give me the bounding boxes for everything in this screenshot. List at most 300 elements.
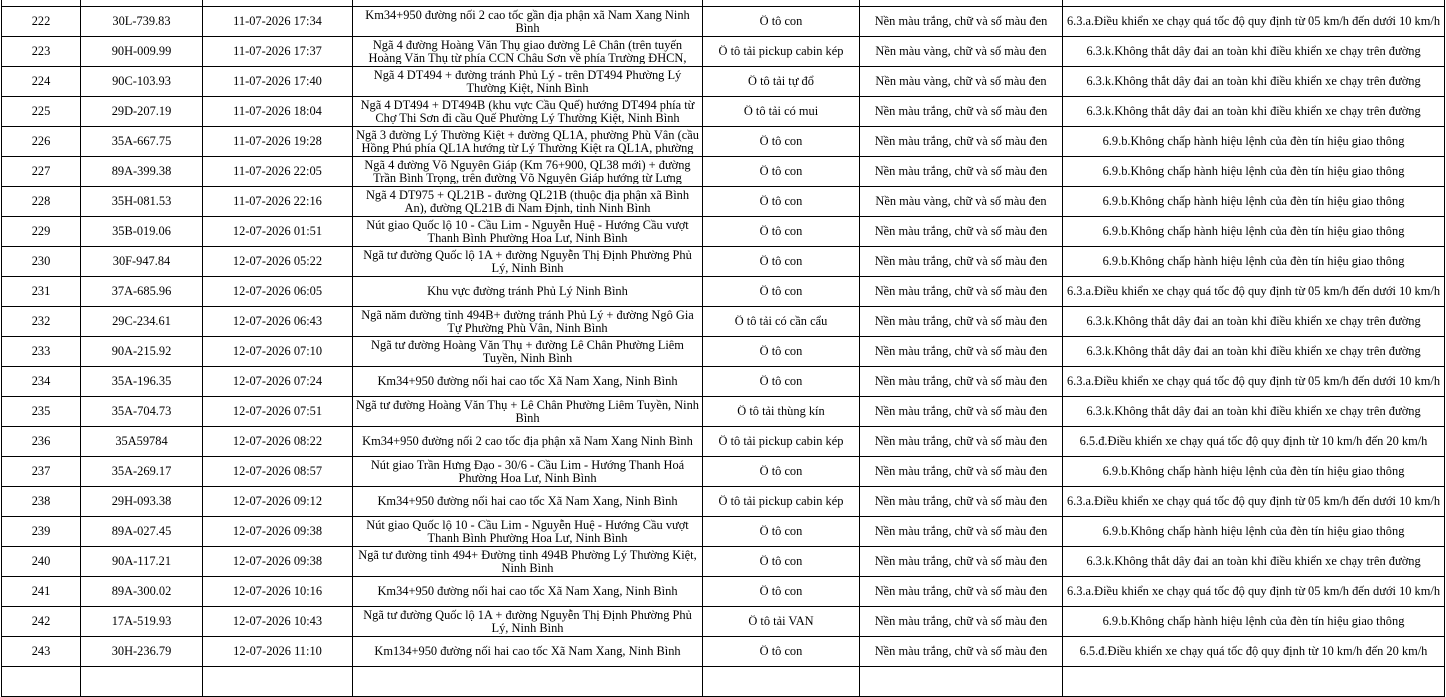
table-row: [2, 247, 1445, 277]
violation-cell-text: 6.9.b.Không chấp hành hiệu lệnh của đèn tín hiệu giao thông: [1102, 195, 1405, 208]
plate-color-cell-text: Nền màu trắng, chữ và số màu đen: [874, 435, 1048, 448]
violation-cell: [1063, 517, 1445, 547]
violation-time-cell: [203, 307, 353, 337]
license-plate-cell-text: 30L-739.83: [112, 15, 171, 28]
violation-cell-text: 6.9.b.Không chấp hành hiệu lệnh của đèn tín hiệu giao thông: [1102, 135, 1405, 148]
location-cell: [353, 457, 703, 487]
violation-cell: [1063, 577, 1445, 607]
location-cell-text: Ngã 4 DT494 + DT494B (khu vực Cầu Quế) hướng DT494 phía từ Chợ Thi Sơn đi cầu Quế Phường Lý Thường Kiệt, Ninh Bình: [360, 99, 695, 124]
location-cell-text: Nút giao Quốc lộ 10 - Cầu Lim - Nguyễn Huệ - Hướng Cầu vượt Thanh Bình Phường Hoa Lư, Ninh Bình: [366, 519, 689, 544]
vehicle-type-cell-text: Ô tô tải pickup cabin kép: [718, 435, 844, 448]
location-cell: [353, 577, 703, 607]
plate-color-cell: [860, 157, 1063, 187]
vehicle-type-cell: [703, 457, 860, 487]
violation-cell: [1063, 217, 1445, 247]
vehicle-type-cell-text: Ô tô con: [759, 285, 803, 298]
row-number-cell: [2, 487, 81, 517]
violation-time-cell: [203, 337, 353, 367]
violation-cell-text: 6.3.k.Không thắt dây đai an toàn khi điều khiển xe chạy trên đường: [1086, 105, 1421, 118]
plate-color-cell: [860, 277, 1063, 307]
vehicle-type-cell: [703, 157, 860, 187]
license-plate-cell-text: 89A-399.38: [111, 165, 172, 178]
violation-cell: [1063, 67, 1445, 97]
plate-color-cell-text: Nền màu vàng, chữ và số màu đen: [875, 45, 1047, 58]
plate-color-cell: [860, 607, 1063, 637]
license-plate-cell-text: 35A-196.35: [111, 375, 172, 388]
license-plate-cell: [81, 247, 203, 277]
violation-cell: [1063, 127, 1445, 157]
violation-cell-text: 6.3.a.Điều khiển xe chạy quá tốc độ quy định từ 05 km/h đến dưới 10 km/h: [1066, 375, 1441, 388]
violations-table: [1, 0, 1445, 697]
location-cell: [353, 427, 703, 457]
row-number-cell: [2, 127, 81, 157]
violation-time-cell: [203, 397, 353, 427]
vehicle-type-cell-text: Ô tô tải VAN: [748, 615, 814, 628]
license-plate-cell: [81, 457, 203, 487]
license-plate-cell-text: 29H-093.38: [111, 495, 172, 508]
violation-cell: [1063, 277, 1445, 307]
plate-color-cell-text: Nền màu trắng, chữ và số màu đen: [874, 225, 1048, 238]
vehicle-type-cell: [703, 307, 860, 337]
vehicle-type-cell-text: Ô tô con: [759, 525, 803, 538]
license-plate-cell-text: 37A-685.96: [111, 285, 172, 298]
row-number-cell: [2, 67, 81, 97]
license-plate-cell: [81, 157, 203, 187]
table-row: [2, 427, 1445, 457]
license-plate-cell: [81, 547, 203, 577]
row-number-cell-text: 227: [31, 165, 51, 178]
table-row: [2, 637, 1445, 667]
violation-time-cell: [203, 127, 353, 157]
violation-cell-text: 6.9.b.Không chấp hành hiệu lệnh của đèn tín hiệu giao thông: [1102, 165, 1405, 178]
license-plate-cell-text: 90A-215.92: [111, 345, 172, 358]
table-row: [2, 7, 1445, 37]
vehicle-type-cell-text: Ô tô con: [759, 465, 803, 478]
violation-time-cell-text: 12-07-2026 06:43: [232, 315, 323, 328]
vehicle-type-cell-text: Ô tô con: [759, 15, 803, 28]
row-number-cell: [2, 457, 81, 487]
row-number-cell: [2, 517, 81, 547]
row-number-cell-text: 224: [31, 75, 51, 88]
violation-time-cell: [203, 667, 353, 697]
vehicle-type-cell: [703, 607, 860, 637]
violation-cell: [1063, 427, 1445, 457]
violation-time-cell-text: 12-07-2026 09:38: [232, 525, 323, 538]
violation-time-cell: [203, 157, 353, 187]
location-cell: [353, 517, 703, 547]
row-number-cell: [2, 607, 81, 637]
row-number-cell: [2, 547, 81, 577]
violation-cell-text: 6.3.a.Điều khiển xe chạy quá tốc độ quy định từ 05 km/h đến dưới 10 km/h: [1066, 495, 1441, 508]
violation-time-cell-text: 12-07-2026 07:51: [232, 405, 323, 418]
location-cell: [353, 337, 703, 367]
location-cell-text: Khu vực đường tránh Phủ Lý Ninh Bình: [427, 285, 628, 298]
table-row: [2, 307, 1445, 337]
row-number-cell: [2, 157, 81, 187]
violations-sheet: [1, 0, 1445, 697]
violation-time-cell-text: 11-07-2026 17:37: [233, 45, 322, 58]
vehicle-type-cell: [703, 187, 860, 217]
violation-cell-text: 6.3.a.Điều khiển xe chạy quá tốc độ quy định từ 05 km/h đến dưới 10 km/h: [1066, 285, 1441, 298]
violation-cell: [1063, 397, 1445, 427]
row-number-cell-text: 222: [31, 15, 51, 28]
row-number-cell: [2, 667, 81, 697]
plate-color-cell: [860, 307, 1063, 337]
plate-color-cell: [860, 337, 1063, 367]
license-plate-cell: [81, 67, 203, 97]
location-cell-text: Km34+950 đường nối hai cao tốc Xã Nam Xang, Ninh Bình: [377, 495, 678, 508]
plate-color-cell-text: Nền màu trắng, chữ và số màu đen: [874, 135, 1048, 148]
row-number-cell: [2, 397, 81, 427]
license-plate-cell-text: 35A59784: [115, 435, 168, 448]
table-row: [2, 577, 1445, 607]
row-number-cell-text: 229: [31, 225, 51, 238]
plate-color-cell-text: Nền màu trắng, chữ và số màu đen: [874, 345, 1048, 358]
plate-color-cell: [860, 247, 1063, 277]
vehicle-type-cell-text: Ô tô tải pickup cabin kép: [718, 45, 844, 58]
location-cell-text: Ngã năm đường tỉnh 494B+ đường tránh Phủ Lý + đường Ngô Gia Tự Phường Phù Vân, Ninh Bình: [361, 309, 694, 334]
license-plate-cell: [81, 337, 203, 367]
plate-color-cell-text: Nền màu trắng, chữ và số màu đen: [874, 15, 1048, 28]
plate-color-cell: [860, 97, 1063, 127]
row-number-cell-text: 232: [31, 315, 51, 328]
table-row: [2, 667, 1445, 697]
violation-time-cell-text: 12-07-2026 10:16: [232, 585, 323, 598]
license-plate-cell-text: 89A-300.02: [111, 585, 172, 598]
plate-color-cell-text: Nền màu trắng, chữ và số màu đen: [874, 165, 1048, 178]
row-number-cell: [2, 217, 81, 247]
vehicle-type-cell: [703, 427, 860, 457]
license-plate-cell-text: 90H-009.99: [111, 45, 172, 58]
vehicle-type-cell-text: Ô tô con: [759, 165, 803, 178]
plate-color-cell: [860, 667, 1063, 697]
row-number-cell-text: 238: [31, 495, 51, 508]
table-row: [2, 337, 1445, 367]
violation-cell-text: 6.3.k.Không thắt dây đai an toàn khi điều khiển xe chạy trên đường: [1086, 345, 1421, 358]
violation-time-cell-text: 12-07-2026 08:57: [232, 465, 323, 478]
violation-time-cell-text: 12-07-2026 01:51: [232, 225, 323, 238]
license-plate-cell: [81, 127, 203, 157]
location-cell: [353, 187, 703, 217]
violation-time-cell: [203, 97, 353, 127]
location-cell: [353, 7, 703, 37]
table-row: [2, 277, 1445, 307]
vehicle-type-cell-text: Ô tô con: [759, 375, 803, 388]
vehicle-type-cell: [703, 517, 860, 547]
table-row: [2, 397, 1445, 427]
license-plate-cell-text: 90A-117.21: [111, 555, 172, 568]
plate-color-cell-text: Nền màu trắng, chữ và số màu đen: [874, 285, 1048, 298]
violation-time-cell-text: 12-07-2026 07:10: [232, 345, 323, 358]
violation-time-cell: [203, 367, 353, 397]
vehicle-type-cell: [703, 247, 860, 277]
vehicle-type-cell-text: Ô tô tải có mui: [743, 105, 819, 118]
plate-color-cell: [860, 7, 1063, 37]
license-plate-cell-text: 29C-234.61: [112, 315, 171, 328]
plate-color-cell-text: Nền màu trắng, chữ và số màu đen: [874, 645, 1048, 658]
violation-cell: [1063, 607, 1445, 637]
violation-cell-text: 6.3.k.Không thắt dây đai an toàn khi điều khiển xe chạy trên đường: [1086, 315, 1421, 328]
plate-color-cell: [860, 547, 1063, 577]
row-number-cell: [2, 7, 81, 37]
location-cell-text: Ngã 3 đường Lý Thường Kiệt + đường QL1A, phường Phù Vân (cầu Hồng Phú phía QL1A hướng từ Lý Thường Kiệt ra QL1A, phường: [356, 129, 699, 154]
violation-time-cell: [203, 427, 353, 457]
location-cell-text: Ngã tư đường Hoàng Văn Thụ + Lê Chân Phường Liêm Tuyền, Ninh Bình: [356, 399, 699, 424]
license-plate-cell-text: 17A-519.93: [111, 615, 172, 628]
vehicle-type-cell-text: Ô tô con: [759, 645, 803, 658]
license-plate-cell: [81, 667, 203, 697]
violation-time-cell: [203, 187, 353, 217]
violation-time-cell: [203, 7, 353, 37]
location-cell-text: Nút giao Quốc lộ 10 - Cầu Lim - Nguyễn Huệ - Hướng Cầu vượt Thanh Bình Phường Hoa Lư, Ninh Bình: [366, 219, 689, 244]
location-cell: [353, 307, 703, 337]
license-plate-cell: [81, 577, 203, 607]
vehicle-type-cell: [703, 277, 860, 307]
row-number-cell-text: 233: [31, 345, 51, 358]
violation-cell-text: 6.9.b.Không chấp hành hiệu lệnh của đèn tín hiệu giao thông: [1102, 225, 1405, 238]
location-cell-text: Ngã 4 đường Hoàng Văn Thụ giao đường Lê Chân (trên tuyến Hoàng Văn Thụ từ phía CCN Châu Sơn về phía Trường ĐHCN,: [368, 39, 687, 64]
violation-time-cell-text: 11-07-2026 19:28: [233, 135, 322, 148]
violation-time-cell: [203, 607, 353, 637]
location-cell-text: Km134+950 đường nối hai cao tốc Xã Nam Xang, Ninh Bình: [374, 645, 681, 658]
violation-cell: [1063, 247, 1445, 277]
row-number-cell-text: 236: [31, 435, 51, 448]
vehicle-type-cell: [703, 337, 860, 367]
table-row: [2, 127, 1445, 157]
plate-color-cell: [860, 637, 1063, 667]
plate-color-cell: [860, 427, 1063, 457]
plate-color-cell-text: Nền màu trắng, chữ và số màu đen: [874, 315, 1048, 328]
location-cell-text: Km34+950 đường nối hai cao tốc Xã Nam Xang, Ninh Bình: [377, 375, 678, 388]
location-cell-text: Ngã 4 DT494 + đường tránh Phủ Lý - trên DT494 Phường Lý Thường Kiệt, Ninh Bình: [373, 69, 682, 94]
license-plate-cell: [81, 307, 203, 337]
violation-time-cell: [203, 577, 353, 607]
plate-color-cell-text: Nền màu vàng, chữ và số màu đen: [875, 195, 1047, 208]
license-plate-cell-text: 35A-667.75: [111, 135, 172, 148]
violation-cell-text: 6.9.b.Không chấp hành hiệu lệnh của đèn tín hiệu giao thông: [1102, 255, 1405, 268]
violation-time-cell-text: 11-07-2026 22:16: [233, 195, 322, 208]
vehicle-type-cell: [703, 7, 860, 37]
row-number-cell-text: 237: [31, 465, 51, 478]
row-number-cell-text: 231: [31, 285, 51, 298]
violation-cell: [1063, 547, 1445, 577]
violation-time-cell-text: 12-07-2026 11:10: [233, 645, 322, 658]
license-plate-cell: [81, 187, 203, 217]
row-number-cell: [2, 247, 81, 277]
plate-color-cell-text: Nền màu trắng, chữ và số màu đen: [874, 615, 1048, 628]
violation-cell: [1063, 187, 1445, 217]
license-plate-cell: [81, 487, 203, 517]
location-cell: [353, 217, 703, 247]
row-number-cell: [2, 277, 81, 307]
location-cell: [353, 397, 703, 427]
plate-color-cell-text: Nền màu vàng, chữ và số màu đen: [875, 75, 1047, 88]
vehicle-type-cell: [703, 577, 860, 607]
plate-color-cell: [860, 367, 1063, 397]
row-number-cell-text: 234: [31, 375, 51, 388]
location-cell: [353, 97, 703, 127]
plate-color-cell-text: Nền màu trắng, chữ và số màu đen: [874, 405, 1048, 418]
location-cell-text: Ngã tư đường Hoàng Văn Thụ + đường Lê Chân Phường Liêm Tuyền, Ninh Bình: [371, 339, 684, 364]
location-cell-text: Ngã 4 đường Võ Nguyên Giáp (Km 76+900, QL38 mới) + đường Trần Bình Trọng, trên đường Võ Nguyên Giáp hướng từ Lưng: [364, 159, 691, 184]
vehicle-type-cell-text: Ô tô con: [759, 255, 803, 268]
location-cell: [353, 127, 703, 157]
table-row: [2, 67, 1445, 97]
plate-color-cell-text: Nền màu trắng, chữ và số màu đen: [874, 555, 1048, 568]
violation-cell: [1063, 457, 1445, 487]
plate-color-cell-text: Nền màu trắng, chữ và số màu đen: [874, 255, 1048, 268]
table-row: [2, 97, 1445, 127]
vehicle-type-cell: [703, 367, 860, 397]
violation-time-cell-text: 11-07-2026 22:05: [233, 165, 322, 178]
row-number-cell-text: 240: [31, 555, 51, 568]
location-cell: [353, 367, 703, 397]
row-number-cell-text: 225: [31, 105, 51, 118]
row-number-cell-text: 241: [31, 585, 51, 598]
vehicle-type-cell: [703, 667, 860, 697]
row-number-cell-text: 239: [31, 525, 51, 538]
violation-time-cell: [203, 547, 353, 577]
location-cell-text: Km34+950 đường nối 2 cao tốc địa phận xã Nam Xang Ninh Bình: [362, 435, 693, 448]
violation-time-cell-text: 12-07-2026 09:12: [232, 495, 323, 508]
violation-time-cell: [203, 67, 353, 97]
location-cell-text: Ngã 4 DT975 + QL21B - đường QL21B (thuộc địa phận xã Bình An), đường QL21B đi Nam Định, tỉnh Ninh Bình: [365, 189, 690, 214]
license-plate-cell-text: 30F-947.84: [112, 255, 171, 268]
plate-color-cell-text: Nền màu trắng, chữ và số màu đen: [874, 525, 1048, 538]
table-row: [2, 187, 1445, 217]
violation-time-cell-text: 12-07-2026 05:22: [232, 255, 323, 268]
violation-cell: [1063, 667, 1445, 697]
plate-color-cell: [860, 37, 1063, 67]
violation-cell-text: 6.3.k.Không thắt dây đai an toàn khi điều khiển xe chạy trên đường: [1086, 75, 1421, 88]
violation-cell-text: 6.3.a.Điều khiển xe chạy quá tốc độ quy định từ 05 km/h đến dưới 10 km/h: [1066, 15, 1441, 28]
violation-cell: [1063, 97, 1445, 127]
license-plate-cell-text: 89A-027.45: [111, 525, 172, 538]
table-row: [2, 487, 1445, 517]
vehicle-type-cell-text: Ô tô con: [759, 135, 803, 148]
table-row: [2, 607, 1445, 637]
plate-color-cell: [860, 127, 1063, 157]
license-plate-cell-text: 35A-704.73: [111, 405, 172, 418]
vehicle-type-cell-text: Ô tô con: [759, 345, 803, 358]
plate-color-cell: [860, 217, 1063, 247]
license-plate-cell: [81, 97, 203, 127]
plate-color-cell: [860, 487, 1063, 517]
row-number-cell: [2, 337, 81, 367]
location-cell: [353, 547, 703, 577]
violation-cell: [1063, 487, 1445, 517]
table-row: [2, 367, 1445, 397]
violation-cell: [1063, 337, 1445, 367]
license-plate-cell: [81, 277, 203, 307]
vehicle-type-cell: [703, 637, 860, 667]
row-number-cell: [2, 367, 81, 397]
violation-time-cell-text: 11-07-2026 18:04: [233, 105, 322, 118]
plate-color-cell-text: Nền màu trắng, chữ và số màu đen: [874, 105, 1048, 118]
plate-color-cell: [860, 457, 1063, 487]
location-cell: [353, 37, 703, 67]
plate-color-cell: [860, 67, 1063, 97]
location-cell: [353, 247, 703, 277]
location-cell-text: Ngã tư đường Quốc lộ 1A + đường Nguyễn Thị Định Phường Phủ Lý, Ninh Bình: [363, 609, 692, 634]
table-row: [2, 547, 1445, 577]
row-number-cell-text: 242: [31, 615, 51, 628]
violation-time-cell-text: 12-07-2026 07:24: [232, 375, 323, 388]
plate-color-cell: [860, 517, 1063, 547]
row-number-cell: [2, 577, 81, 607]
violation-cell-text: 6.3.k.Không thắt dây đai an toàn khi điều khiển xe chạy trên đường: [1086, 45, 1421, 58]
vehicle-type-cell-text: Ô tô tải thùng kín: [737, 405, 825, 418]
plate-color-cell-text: Nền màu trắng, chữ và số màu đen: [874, 465, 1048, 478]
violation-cell-text: 6.9.b.Không chấp hành hiệu lệnh của đèn tín hiệu giao thông: [1102, 615, 1405, 628]
vehicle-type-cell: [703, 97, 860, 127]
location-cell: [353, 637, 703, 667]
table-row: [2, 37, 1445, 67]
violation-time-cell: [203, 277, 353, 307]
violation-cell-text: 6.3.k.Không thắt dây đai an toàn khi điều khiển xe chạy trên đường: [1086, 555, 1421, 568]
violation-cell-text: 6.5.đ.Điều khiển xe chạy quá tốc độ quy định từ 10 km/h đến 20 km/h: [1079, 645, 1428, 658]
table-row: [2, 157, 1445, 187]
row-number-cell-text: 226: [31, 135, 51, 148]
violation-cell-text: 6.9.b.Không chấp hành hiệu lệnh của đèn tín hiệu giao thông: [1102, 525, 1405, 538]
plate-color-cell-text: Nền màu trắng, chữ và số màu đen: [874, 585, 1048, 598]
violation-time-cell: [203, 457, 353, 487]
row-number-cell: [2, 637, 81, 667]
row-number-cell: [2, 187, 81, 217]
license-plate-cell: [81, 607, 203, 637]
row-number-cell-text: 243: [31, 645, 51, 658]
location-cell: [353, 67, 703, 97]
vehicle-type-cell: [703, 37, 860, 67]
plate-color-cell: [860, 187, 1063, 217]
location-cell-text: Ngã tư đường Quốc lộ 1A + đường Nguyễn Thị Định Phường Phủ Lý, Ninh Bình: [363, 249, 692, 274]
violation-cell: [1063, 7, 1445, 37]
license-plate-cell: [81, 7, 203, 37]
violation-time-cell-text: 11-07-2026 17:34: [233, 15, 322, 28]
violation-time-cell: [203, 217, 353, 247]
table-row: [2, 517, 1445, 547]
violation-cell: [1063, 157, 1445, 187]
vehicle-type-cell-text: Ô tô con: [759, 225, 803, 238]
table-row: [2, 217, 1445, 247]
license-plate-cell-text: 35H-081.53: [111, 195, 172, 208]
violation-cell: [1063, 637, 1445, 667]
location-cell: [353, 487, 703, 517]
location-cell-text: Ngã tư đường tỉnh 494+ Đường tỉnh 494B Phường Lý Thường Kiệt, Ninh Bình: [358, 549, 697, 574]
violation-time-cell-text: 12-07-2026 08:22: [232, 435, 323, 448]
row-number-cell-text: 235: [31, 405, 51, 418]
violation-time-cell: [203, 37, 353, 67]
plate-color-cell: [860, 577, 1063, 607]
location-cell: [353, 277, 703, 307]
violation-cell-text: 6.9.b.Không chấp hành hiệu lệnh của đèn tín hiệu giao thông: [1102, 465, 1405, 478]
vehicle-type-cell: [703, 217, 860, 247]
vehicle-type-cell: [703, 547, 860, 577]
plate-color-cell-text: Nền màu trắng, chữ và số màu đen: [874, 375, 1048, 388]
plate-color-cell-text: Nền màu trắng, chữ và số màu đen: [874, 495, 1048, 508]
vehicle-type-cell: [703, 67, 860, 97]
vehicle-type-cell-text: Ô tô tải tự đổ: [748, 75, 814, 88]
violation-time-cell-text: 11-07-2026 17:40: [233, 75, 322, 88]
license-plate-cell-text: 35B-019.06: [112, 225, 171, 238]
row-number-cell-text: 223: [31, 45, 51, 58]
license-plate-cell-text: 90C-103.93: [112, 75, 171, 88]
table-row: [2, 457, 1445, 487]
license-plate-cell: [81, 637, 203, 667]
row-number-cell-text: 230: [31, 255, 51, 268]
violation-time-cell-text: 12-07-2026 09:38: [232, 555, 323, 568]
violation-time-cell-text: 12-07-2026 10:43: [232, 615, 323, 628]
